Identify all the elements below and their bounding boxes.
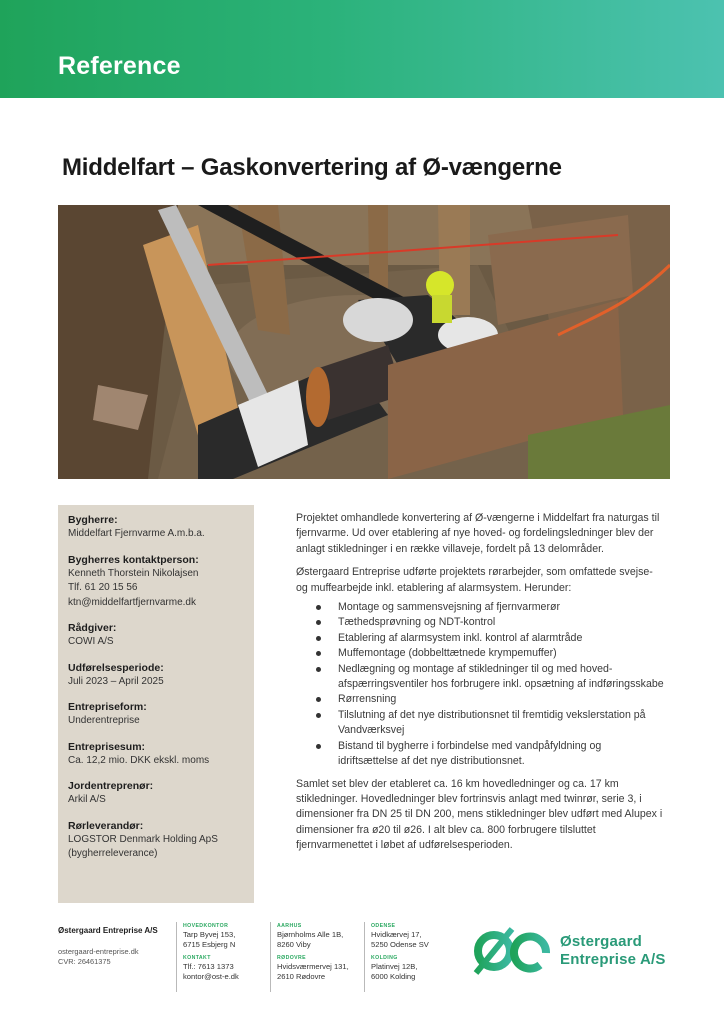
fact-label: Jordentreprenør:	[68, 780, 154, 792]
fact-value: Ca. 12,2 mio. DKK ekskl. moms	[68, 754, 210, 766]
scope-paragraph: Østergaard Entreprise udførte projektets rørarbejder, som omfattede svejse- og muffearbejde inkl. etablering af alarmsystem. Herunder:	[296, 566, 653, 594]
office-address: Platinvej 12B,	[371, 962, 418, 971]
oe-logo-icon	[472, 923, 554, 979]
list-item-text: Tæthedsprøvning og NDT-kontrol	[338, 616, 496, 629]
list-item-text: Etablering af alarmsystem inkl. kontrol af alarmtråde	[338, 631, 583, 644]
office-address: 6000 Kolding	[371, 972, 416, 981]
project-facts-panel	[58, 505, 254, 903]
fact-value: Kenneth Thorstein Nikolajsen	[68, 567, 199, 579]
list-item	[296, 739, 664, 770]
header-title: Reference	[58, 52, 181, 80]
fact-raadgiver	[68, 621, 254, 650]
office-heading: RØDOVRE	[277, 955, 307, 961]
company-logo	[472, 923, 682, 979]
office-address: 6715 Esbjerg N	[183, 940, 236, 949]
fact-value: LOGSTOR Denmark Holding ApS	[68, 833, 218, 845]
task-list	[296, 600, 664, 769]
bullet-icon	[316, 620, 321, 625]
bullet-icon	[316, 605, 321, 610]
list-item-text: Bistand til bygherre i forbindelse med vandpåfyldning og idriftsættelse af det nye distributionsnet.	[338, 739, 602, 768]
list-item	[296, 600, 664, 615]
fact-kontaktperson	[68, 553, 254, 611]
fact-value: Tlf. 61 20 15 56	[68, 582, 138, 593]
fact-roerleverandoer	[68, 819, 254, 862]
fact-jordentreprenoer	[68, 779, 254, 808]
fact-value: Underentreprise	[68, 715, 140, 726]
office-address: Bjørnholms Alle 1B,	[277, 930, 344, 939]
bullet-icon	[316, 697, 321, 702]
fact-entrepriseform	[68, 700, 254, 729]
page-footer	[0, 918, 724, 1024]
fact-value: Middelfart Fjernvarme A.m.b.a.	[68, 528, 205, 539]
fact-entreprisesum	[68, 740, 254, 769]
page-title: Middelfart – Gaskonvertering af Ø-vængerne	[62, 154, 562, 181]
bullet-icon	[316, 636, 321, 641]
logo-wordmark	[560, 933, 666, 969]
fact-value: Arkil A/S	[68, 794, 106, 805]
fact-value: ktn@middelfartfjernvarme.dk	[68, 596, 196, 608]
list-item	[296, 708, 664, 739]
list-item-text: Muffemontage (dobbelttætnede krympemuffer)	[338, 647, 557, 660]
list-item-text: Rørrensning	[338, 693, 397, 706]
fact-label: Bygherre:	[68, 514, 118, 526]
footer-office-column	[364, 922, 429, 992]
list-item	[296, 631, 664, 646]
office-phone: Tlf.: 7613 1373	[183, 962, 234, 971]
summary-paragraph: Samlet set blev der etableret ca. 16 km hovedledninger og ca. 17 km stikledninger. Hovedledninger blev fortrinsvis anlagt med twinrør, serie 3, i dimensioner fra DN 25 til DN 200, mens stikledninger blev udført med Alupex i dimensioner fra ø20 til ø26. I alt blev ca. 800 forbrugere tilsluttet fjernvarmenettet i løbet af udførelsesperioden.	[296, 777, 663, 852]
fact-value: (bygherreleverance)	[68, 848, 158, 859]
fact-value: Juli 2023 – April 2025	[68, 675, 164, 687]
list-item	[296, 615, 664, 630]
office-address: Hvidsværmervej 131,	[277, 962, 349, 971]
office-address: 2610 Rødovre	[277, 972, 326, 981]
fact-label: Udførelsesperiode:	[68, 661, 164, 674]
office-heading: ODENSE	[371, 923, 396, 929]
bullet-icon	[316, 651, 321, 656]
bullet-icon	[316, 744, 321, 749]
footer-office-column	[176, 922, 239, 992]
list-item-text: Nedlægning og montage af stikledninger til og med hoved-afspærringsventiler hos forbrugere inkl. opsætning af indføringsskabe	[338, 662, 664, 691]
fact-label: Entrepriseform:	[68, 701, 147, 713]
footer-company-name: Østergaard Entreprise A/S	[58, 926, 158, 935]
project-description	[296, 511, 664, 862]
office-address: Hvidkærvej 17,	[371, 930, 422, 939]
logo-line-1: Østergaard	[560, 933, 643, 950]
footer-cvr: CVR: 26461375	[58, 957, 111, 966]
footer-contact	[58, 947, 139, 967]
fact-label: Rørleverandør:	[68, 819, 144, 832]
construction-photo	[58, 205, 670, 479]
list-item-text: Montage og sammensvejsning af fjernvarmerør	[338, 601, 560, 614]
fact-label: Rådgiver:	[68, 622, 117, 634]
fact-bygherre	[68, 513, 254, 542]
logo-line-2: Entreprise A/S	[560, 951, 666, 968]
office-address: Tarp Byvej 153,	[183, 930, 236, 939]
fact-value: COWI A/S	[68, 636, 114, 647]
fact-udfoerelsesperiode	[68, 661, 254, 690]
office-heading: HOVEDKONTOR	[183, 923, 229, 929]
bullet-icon	[316, 713, 321, 718]
office-email-link[interactable]: kontor@ost-e.dk	[183, 972, 239, 981]
office-address: 5250 Odense SV	[371, 940, 429, 949]
footer-website-link[interactable]: ostergaard-entreprise.dk	[58, 947, 139, 956]
office-heading: KONTAKT	[183, 955, 211, 961]
list-item	[296, 662, 664, 693]
fact-label: Entreprisesum:	[68, 740, 146, 753]
header-banner	[0, 0, 724, 98]
fact-label: Bygherres kontaktperson:	[68, 553, 199, 566]
list-item	[296, 646, 664, 661]
bullet-icon	[316, 667, 321, 672]
office-heading: AARHUS	[277, 923, 302, 929]
intro-paragraph: Projektet omhandlede konvertering af Ø-vængerne i Middelfart fra naturgas til fjernvarme. Ud over etablering af nye hoved- og fordelingsledninger blev der anlagt stikledninger i en række villaveje, fordelt på 13 delområder.	[296, 512, 660, 555]
list-item	[296, 692, 664, 707]
footer-office-column	[270, 922, 349, 992]
office-address: 8260 Viby	[277, 940, 311, 949]
office-heading: KOLDING	[371, 955, 398, 961]
list-item-text: Tilslutning af det nye distributionsnet til fremtidig vekslerstation på Vandværksvej	[338, 708, 646, 737]
